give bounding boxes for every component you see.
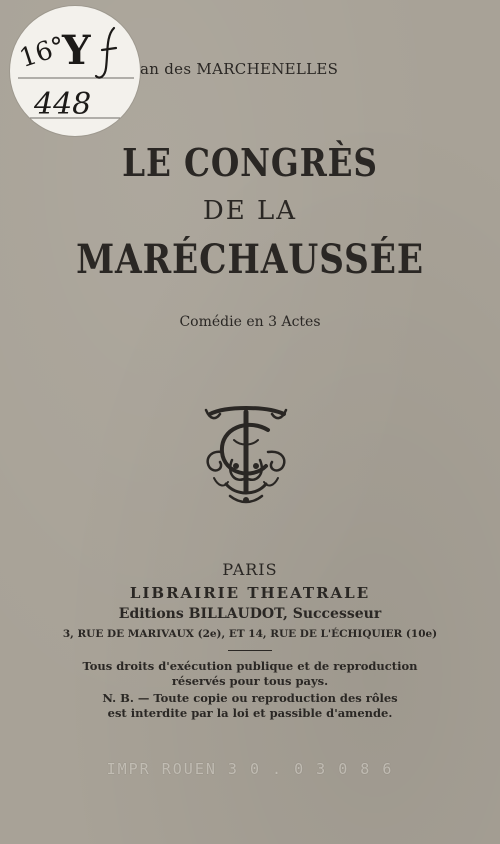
printer-imprint-stamp: IMPR ROUEN 3 0 . 0 3 0 8 6	[106, 760, 394, 778]
rights-line-1: Tous droits d'exécution publique et de reproduction	[82, 659, 418, 673]
notice-line-1: N. B. — Toute copie ou reproduction des rôles	[102, 691, 398, 705]
publisher-editions: Editions BILLAUDOT, Successeur	[118, 606, 382, 622]
divider-rule	[228, 650, 272, 651]
svg-text:448: 448	[34, 87, 92, 122]
publisher-city: PARIS	[222, 560, 278, 579]
rights-notice	[0, 659, 500, 689]
title-line-3: MARÉCHAUSSÉE	[76, 236, 424, 283]
author-name: an des MARCHENELLES	[140, 60, 339, 78]
svg-text:16°: 16°	[15, 31, 70, 74]
subtitle: Comédie en 3 Actes	[179, 314, 321, 330]
publisher-name: LIBRAIRIE THEATRALE	[129, 584, 371, 602]
rights-line-2: réservés pour tous pays.	[171, 674, 329, 688]
library-call-number-stamp	[10, 6, 140, 136]
notice-line-2: est interdite par la loi et passible d'amende.	[107, 706, 393, 720]
title-line-1: LE CONGRÈS	[122, 140, 378, 185]
publisher-address: 3, RUE DE MARIVAUX (2e), ET 14, RUE DE L'ÉCHIQUIER (10e)	[62, 628, 438, 640]
svg-text:Y: Y	[62, 27, 91, 74]
copy-prohibition-notice	[0, 691, 500, 721]
handwritten-call-number-icon	[10, 6, 140, 136]
title-line-2: DE LA	[202, 196, 298, 226]
monogram-emblem-icon	[196, 400, 296, 510]
